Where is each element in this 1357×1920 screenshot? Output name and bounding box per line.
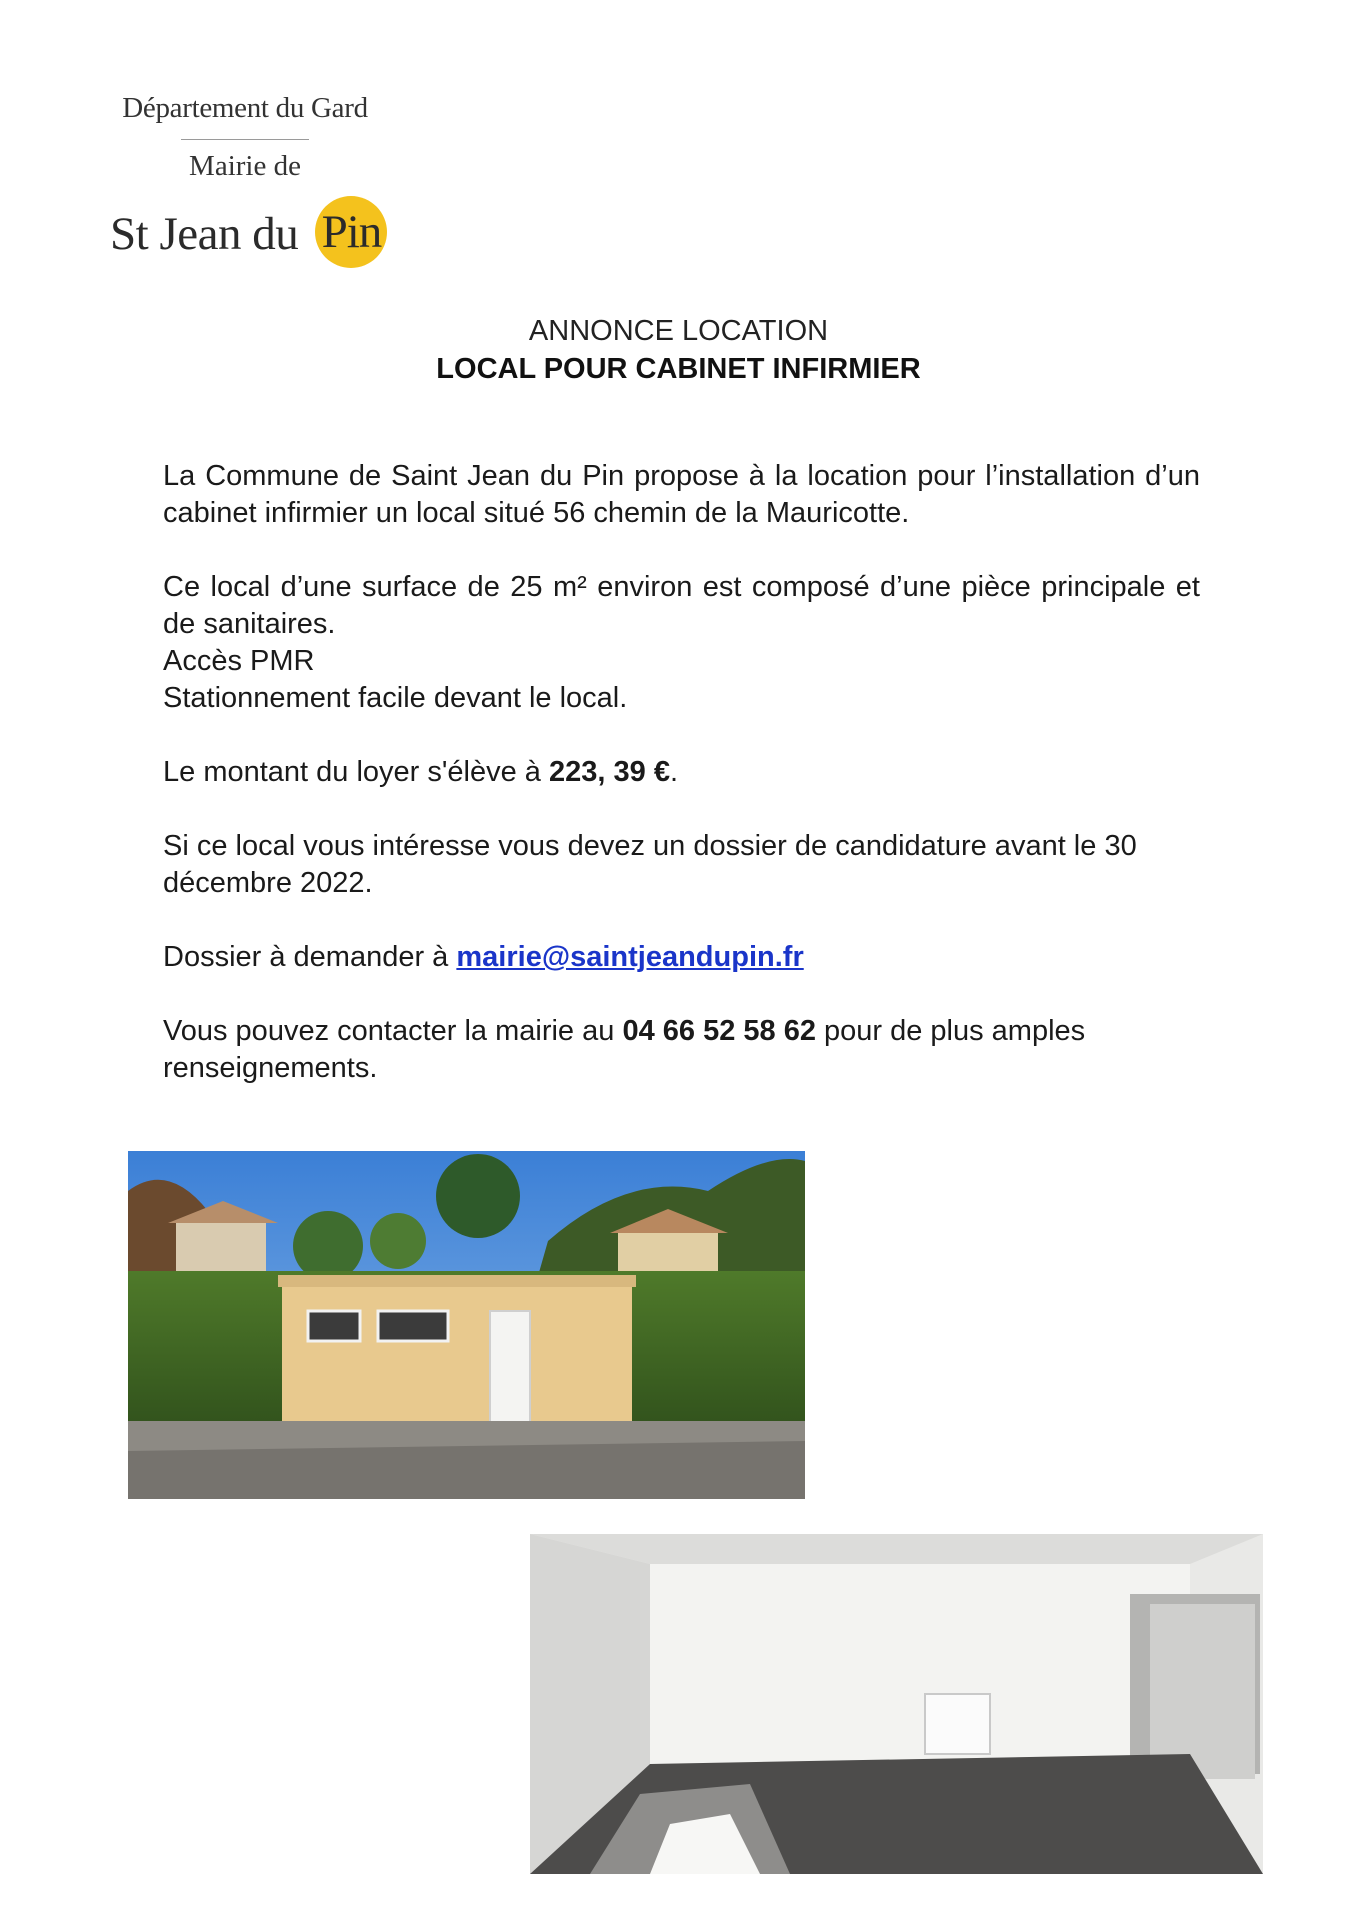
- logo-sun-icon: Pin: [315, 196, 387, 268]
- contact-label: Vous pouvez contacter la mairie au: [163, 1015, 623, 1047]
- announcement-body: [163, 458, 1200, 1124]
- phone-number: 04 66 52 58 62: [622, 1015, 816, 1047]
- rent-paragraph: [163, 754, 1200, 791]
- email-link[interactable]: mairie@saintjeandupin.fr: [456, 941, 804, 973]
- parking-text: Stationnement facile devant le local.: [163, 682, 628, 714]
- intro-paragraph: La Commune de Saint Jean du Pin propose à la location pour l’installation d’un cabinet infirmier un local situé 56 chemin de la Mauricotte.: [163, 460, 1200, 529]
- description-text: Ce local d’une surface de 25 m² environ est composé d’une pièce principale et de sanitaires.: [163, 571, 1200, 640]
- contact-suffix: pour de plus amples renseignements.: [163, 1015, 1086, 1084]
- logo-department: Département du Gard: [122, 92, 368, 124]
- description-paragraph: [163, 569, 1200, 717]
- exterior-photo: [128, 1151, 805, 1499]
- request-paragraph: [163, 939, 1200, 976]
- rent-label: Le montant du loyer s'élève à: [163, 756, 549, 788]
- interior-photo: [530, 1534, 1263, 1874]
- request-label: Dossier à demander à: [163, 941, 457, 973]
- logo-brand: [110, 202, 387, 274]
- mairie-logo: [110, 92, 382, 260]
- title-line-2: LOCAL POUR CABINET INFIRMIER: [436, 353, 921, 385]
- rent-suffix: .: [669, 756, 679, 788]
- title-line-1: ANNONCE LOCATION: [528, 315, 829, 347]
- logo-divider: [181, 139, 309, 140]
- rent-amount: 223, 39 €: [549, 756, 670, 788]
- announcement-title: [0, 312, 1357, 388]
- logo-brand-text: St Jean du: [110, 207, 310, 260]
- deadline-paragraph: Si ce local vous intéresse vous devez un dossier de candidature avant le 30 décembre 2022.: [163, 830, 1137, 899]
- contact-paragraph: [163, 1013, 1200, 1087]
- logo-mairie: Mairie de: [189, 150, 301, 182]
- access-text: Accès PMR: [163, 645, 315, 677]
